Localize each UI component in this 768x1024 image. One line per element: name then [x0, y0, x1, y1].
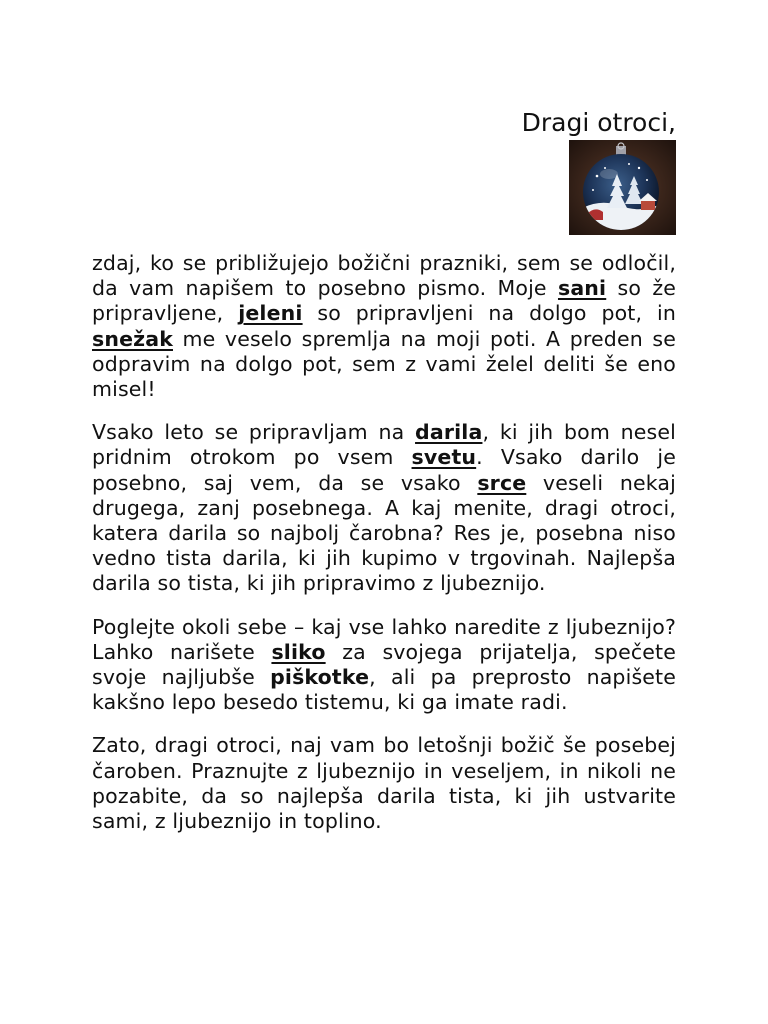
keyword-svetu: svetu [411, 445, 477, 470]
paragraph-3-text-b: za svojega prijatelja, spečete svoje najljubše [92, 639, 676, 690]
paragraph-2-text-c: . Vsako darilo je posebno, saj vem, da se vsako [92, 445, 676, 495]
paragraph-1-text-a: zdaj, ko se približujejo božični prazniki, sem se odločil, da vam napišem to posebno pismo. Moje [92, 251, 676, 301]
paragraph-2-text-d: veseli nekaj drugega, zanj posebnega. A kaj menite, dragi otroci, katera darila so najbolj čarobna? Res je, posebna niso vedno tista darila, ki jih kupimo v trgovinah. Najlepša darila so tista, ki jih pripravimo z ljubeznijo. [92, 470, 676, 596]
paragraph-2-text-b: , ki jih bom nesel pridnim otrokom po vsem [92, 420, 676, 470]
keyword-snezak: snežak [92, 326, 173, 351]
keyword-darila: darila [415, 420, 483, 445]
letter-greeting: Dragi otroci, [521, 108, 676, 137]
keyword-jeleni: jeleni [238, 301, 303, 326]
paragraph-1-text-d: me veselo spremlja na moji poti. A preden se odpravim na dolgo pot, sem z vami želel deliti še eno misel! [92, 326, 676, 402]
paragraph-2 [92, 420, 676, 596]
paragraph-1 [92, 251, 676, 402]
paragraph-3-text-c: , ali pa preprosto napišete kakšno lepo besedo tistemu, ki ga imate radi. [92, 665, 676, 715]
keyword-srce: srce [477, 470, 527, 495]
keyword-piskotke: piškotke [270, 665, 370, 690]
keyword-sani: sani [557, 276, 607, 301]
paragraph-1-text-b: so že pripravljene, [92, 276, 676, 326]
christmas-ornament-icon [569, 140, 676, 235]
paragraph-1-text-c: so pripravljeni na dolgo pot, in [302, 301, 676, 326]
keyword-sliko: sliko [271, 639, 326, 664]
letter-body [92, 251, 676, 852]
paragraph-4-text: Zato, dragi otroci, naj vam bo letošnji božič še posebej čaroben. Praznujte z ljubeznijo in veseljem, in nikoli ne pozabite, da so najlepša darila tista, ki jih ustvarite sami, z ljubeznijo in toplino. [92, 733, 676, 834]
paragraph-4 [92, 733, 676, 834]
paragraph-2-text-a: Vsako leto se pripravljam na [92, 420, 416, 445]
paragraph-3-text-a: Poglejte okoli sebe – kaj vse lahko naredite z ljubeznijo? Lahko narišete [92, 614, 676, 664]
paragraph-3 [92, 615, 676, 716]
